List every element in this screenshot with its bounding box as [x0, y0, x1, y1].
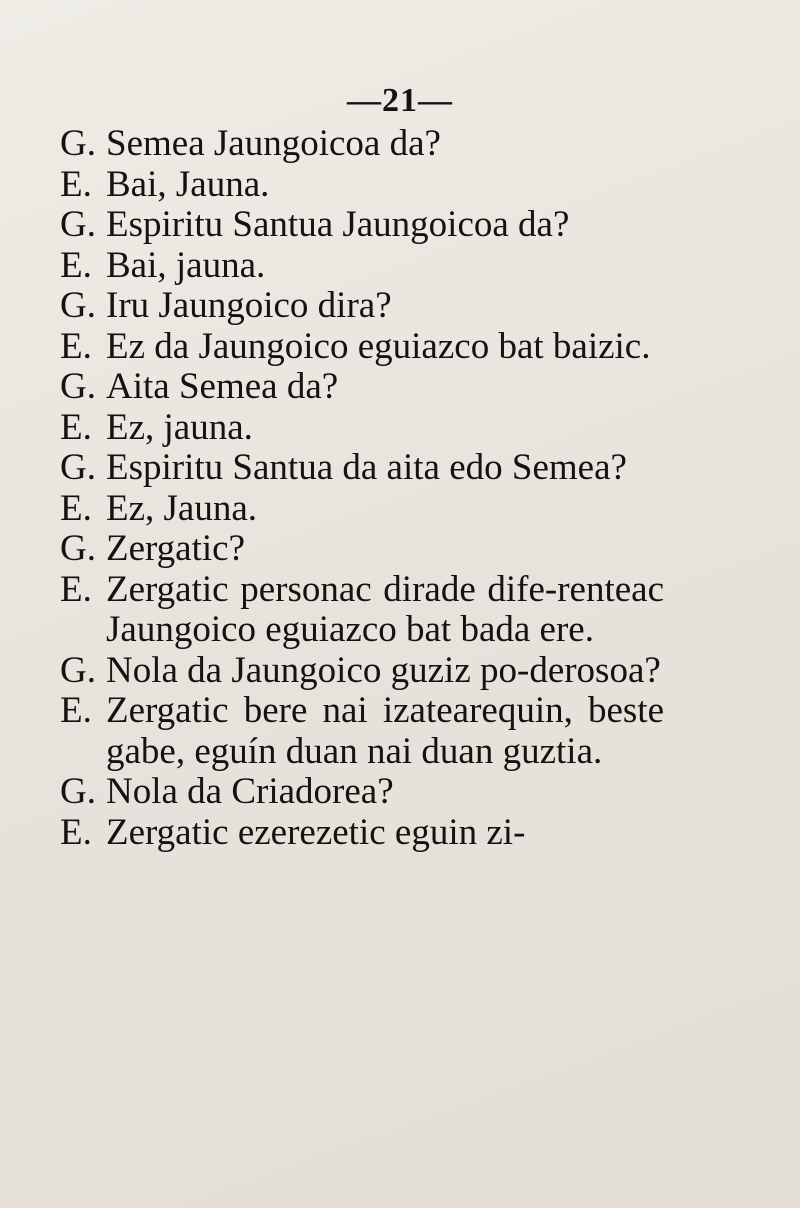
speaker-label: G. — [60, 123, 96, 164]
entry-text: Espiritu Santua Jaungoicoa da? — [106, 204, 570, 245]
page-number: —21— — [347, 82, 453, 119]
speaker-label: G. — [60, 447, 96, 488]
dialogue-entry — [60, 772, 664, 813]
entry-text: Ez, jauna. — [106, 406, 253, 448]
speaker-label: E. — [60, 487, 92, 529]
speaker-label: E. — [60, 325, 92, 367]
dialogue-entry — [60, 165, 664, 206]
entry-text: Zergatic? — [106, 528, 246, 569]
entry-text: Ez, Jauna. — [106, 487, 258, 529]
dialogue-entry — [60, 286, 664, 327]
dialogue-entry — [60, 327, 664, 368]
speaker-label: E. — [60, 568, 92, 610]
speaker-label: G. — [60, 204, 96, 245]
dialogue-entry — [60, 246, 664, 287]
speaker-label: G. — [60, 649, 96, 691]
entry-text: Zergatic ezerezetic eguin zi- — [106, 811, 526, 853]
entry-text: Zergatic personac dirade dife-renteac Jaungoico eguiazco bat bada ere. — [106, 568, 664, 650]
entry-text: Aita Semea da? — [106, 366, 339, 407]
catechism-dialogue — [60, 124, 664, 853]
entry-text: Nola da Jaungoico guziz po-derosoa? — [106, 649, 661, 691]
dialogue-entry — [60, 570, 664, 651]
entry-text: Nola da Criadorea? — [106, 771, 394, 812]
speaker-label: G. — [60, 285, 96, 326]
speaker-label: G. — [60, 528, 96, 569]
speaker-label: E. — [60, 811, 92, 853]
entry-text: Semea Jaungoicoa da? — [106, 123, 441, 164]
entry-text: Bai, Jauna. — [106, 163, 270, 205]
dialogue-entry — [60, 489, 664, 530]
dialogue-entry — [60, 408, 664, 449]
dialogue-entry — [60, 529, 664, 570]
entry-text: Bai, jauna. — [106, 244, 266, 286]
speaker-label: E. — [60, 406, 92, 448]
entry-text: Iru Jaungoico dira? — [106, 285, 392, 326]
dialogue-entry — [60, 367, 664, 408]
dialogue-entry — [60, 813, 664, 854]
dialogue-entry — [60, 124, 664, 165]
speaker-label: E. — [60, 163, 92, 205]
dialogue-entry — [60, 448, 664, 489]
speaker-label: E. — [60, 244, 92, 286]
entry-text: Zergatic bere nai izatearequin, beste gabe, eguín duan nai duan guztia. — [106, 690, 664, 772]
dialogue-entry — [60, 205, 664, 246]
speaker-label: G. — [60, 366, 96, 407]
dialogue-entry — [60, 651, 664, 692]
speaker-label: G. — [60, 771, 96, 812]
speaker-label: E. — [60, 690, 92, 731]
entry-text: Espiritu Santua da aita edo Semea? — [106, 447, 627, 488]
dialogue-entry — [60, 691, 664, 772]
entry-text: Ez da Jaungoico eguiazco bat baizic. — [106, 325, 651, 367]
